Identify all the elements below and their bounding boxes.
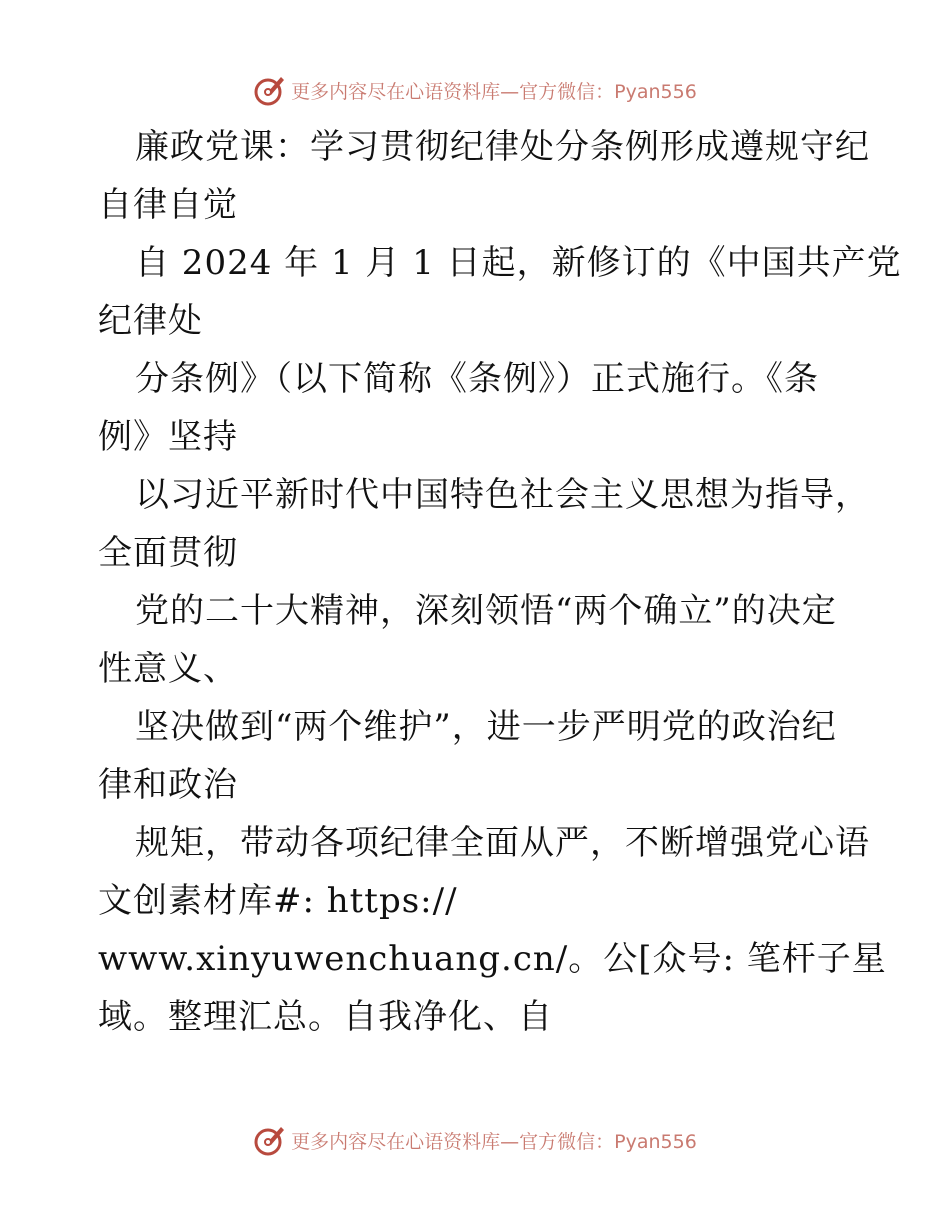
pen-circle-logo-icon	[253, 73, 287, 107]
paragraph-line: 党的二十大精神，深刻领悟“两个确立”的决定	[135, 591, 837, 631]
paragraph-line: 坚决做到“两个维护”，进一步严明党的政治纪	[135, 707, 837, 747]
footer-banner-text: 更多内容尽在心语资料库—官方微信：Pyan556	[291, 1130, 697, 1153]
header-banner-text: 更多内容尽在心语资料库—官方微信：Pyan556	[291, 80, 697, 103]
paragraph-line: 文创素材库#: https://	[98, 881, 458, 921]
footer-banner	[0, 1120, 950, 1160]
paragraph-line: www.xinyuwenchuang.cn/。公[众号: 笔杆子星	[98, 939, 887, 979]
paragraph-line: 纪律处	[98, 301, 203, 341]
paragraph-line: 全面贯彻	[98, 533, 238, 573]
document-title-line-2: 自律自觉	[98, 185, 238, 225]
paragraph-line: 分条例》（以下简称《条例》）正式施行。《条	[135, 359, 819, 399]
paragraph-line: 律和政治	[98, 765, 238, 805]
paragraph-line: 自 2024 年 1 月 1 日起，新修订的《中国共产党	[135, 243, 902, 283]
document-title-line-1: 廉政党课：学习贯彻纪律处分条例形成遵规守纪	[135, 127, 870, 167]
paragraph-line: 以习近平新时代中国特色社会主义思想为指导，	[135, 475, 870, 515]
paragraph-line: 规矩，带动各项纪律全面从严，不断增强党心语	[135, 823, 870, 863]
paragraph-line: 性意义、	[98, 649, 238, 689]
paragraph-line: 例》坚持	[98, 417, 238, 457]
pen-circle-logo-icon	[253, 1123, 287, 1157]
paragraph-line: 域。整理汇总。自我净化、自	[98, 997, 553, 1037]
header-banner	[0, 70, 950, 110]
document-body	[98, 118, 902, 1046]
